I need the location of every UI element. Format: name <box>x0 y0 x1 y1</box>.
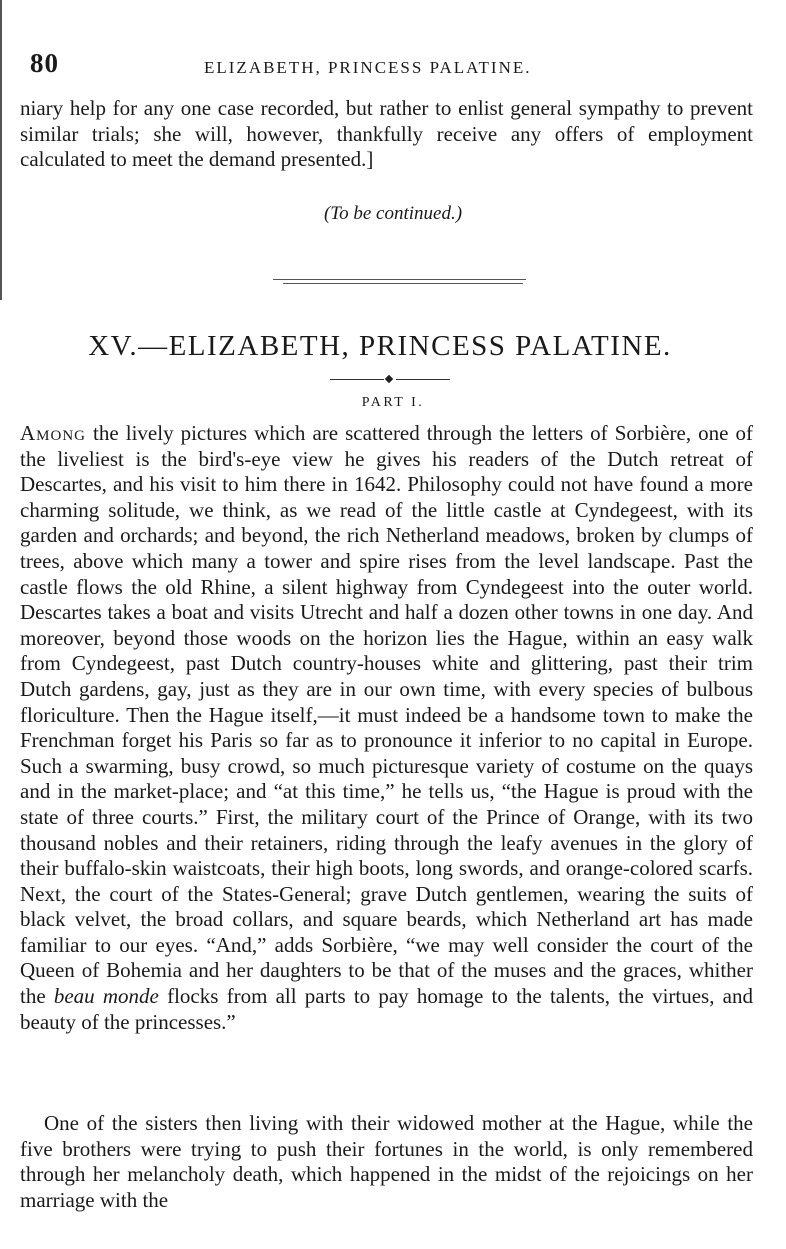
part-label: PART I. <box>361 395 425 410</box>
running-title: ELIZABETH, PRINCESS PALATINE. <box>204 58 532 77</box>
lead-word: Among <box>20 421 87 445</box>
continued-note: (To be continued.) <box>323 203 463 224</box>
ornament-line-left <box>330 379 384 380</box>
section-divider-top <box>273 279 526 280</box>
previous-paragraph: niary help for any one case recorded, but rather to enlist general sympathy to prevent similar trials; she will, however, thankfully receive any offers of employment calculated to meet the demand presented.] <box>20 96 753 172</box>
ornament-diamond-icon <box>385 375 393 383</box>
paragraph-text-part-1: the lively pictures which are scattered through the letters of Sorbière, one of the liveliest is the bird's-eye view he gives his readers of the Dutch retreat of Descartes, and his visit to him there in 1642. Philosophy could not have found a more charming solitude, we think, as we read of the little castle at Cyndegeest, with its garden and orchards; and beyond, the rich Netherland meadows, broken by clumps of trees, above which many a tower and spire rises from the level landscape. Past the castle flows the old Rhine, a silent highway from Cyndegeest into the outer world. Descartes takes a boat and visits Utrecht and half a dozen other towns in one day. And moreover, beyond those woods on the horizon lies the Hague, within an easy walk from Cyndegeest, past Dutch country-houses white and glittering, past their trim Dutch gardens, gay, just as they are in our own time, with every species of bulbous floriculture. Then the Hague itself,—it must indeed be a handsome town to make the Frenchman forget his Paris so far as to pronounce it inferior to no capital in Europe. Such a swarming, busy crowd, so much picturesque variety of costume on the quays and in the market-place; and “at this time,” he tells us, “the Hague is proud with the state of three courts.” First, the military court of the Prince of Orange, with its two thousand nobles and their retainers, riding through the leafy avenues in the glory of their buffalo-skin waistcoats, their high boots, long swords, and orange-colored scarfs. Next, the court of the States-General; grave Dutch gentlemen, wearing the suits of black velvet, the broad collars, and square beards, which Netherland art has made familiar to our eyes. “And,” adds Sorbière, “we may well consider the court of the Queen of Bohemia and her daughters to be that of the muses and the graces, whither the <box>20 421 753 1009</box>
page-edge-rule <box>0 0 2 300</box>
heading-ornament <box>330 376 450 382</box>
second-paragraph: One of the sisters then living with their widowed mother at the Hague, while the five brothers were trying to push their fortunes in the world, is only remembered through her melancholy death, which happened in the midst of the rejoicings on her marriage with the <box>20 1111 753 1212</box>
chapter-heading: XV.—ELIZABETH, PRINCESS PALATINE. <box>88 330 672 362</box>
opening-paragraph <box>20 421 753 1035</box>
section-divider-bottom <box>283 283 523 284</box>
paragraph-text-part-2: flocks from all parts to pay homage to the talents, the virtues, and beauty of the princesses.” <box>20 984 753 1034</box>
running-head <box>30 48 750 82</box>
italic-phrase: beau monde <box>53 984 159 1009</box>
page-number: 80 <box>30 48 59 78</box>
ornament-line-right <box>396 379 450 380</box>
